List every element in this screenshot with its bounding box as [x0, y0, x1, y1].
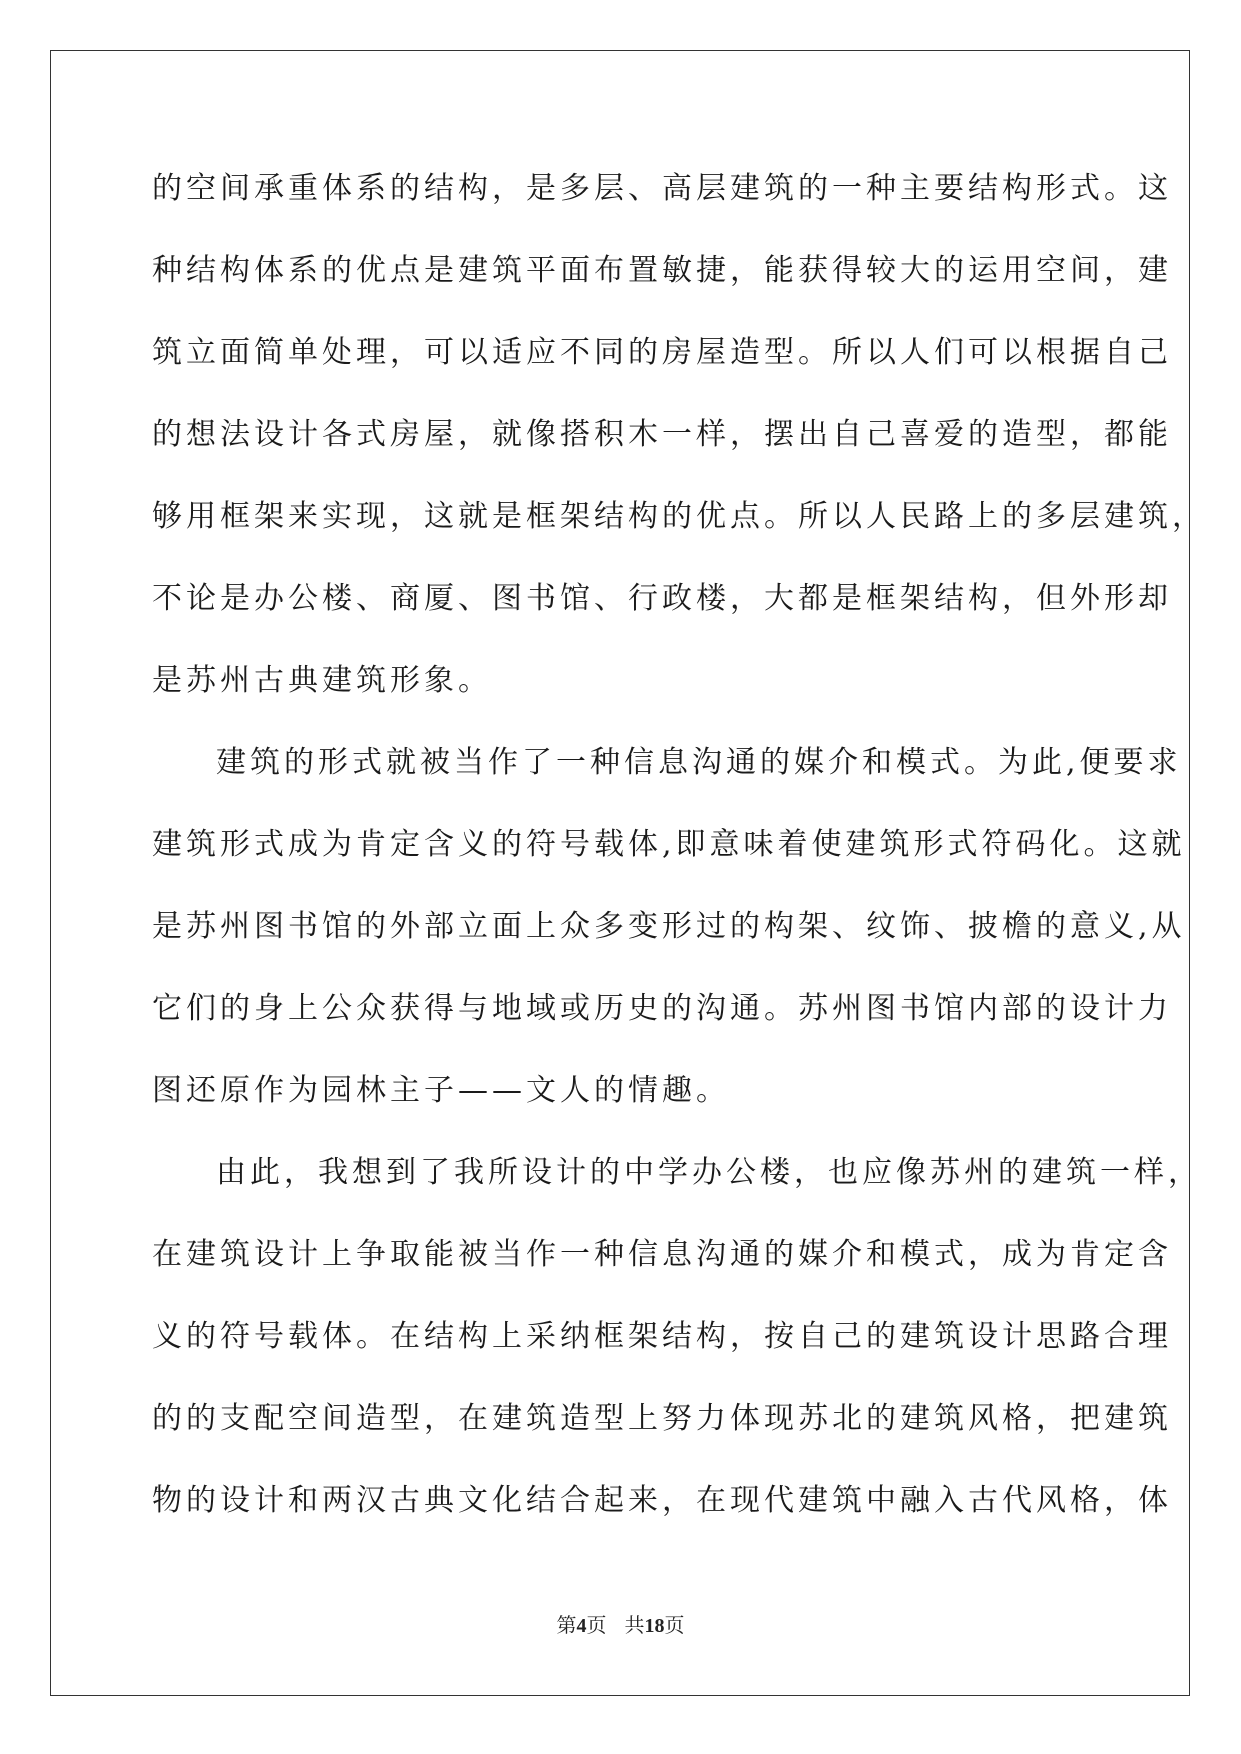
page-suffix: 页: [586, 1615, 607, 1637]
text-line: 是苏州古典建筑形象。: [152, 663, 492, 698]
total-prefix: 共: [624, 1615, 645, 1637]
total-pages: 18: [644, 1615, 665, 1637]
text-line: 建筑形式成为肯定含义的符号载体,即意味着使建筑形式符码化。这就: [152, 827, 1186, 862]
page-footer: [0, 1609, 1241, 1638]
text-line: 种结构体系的优点是建筑平面布置敏捷，能获得较大的运用空间，建: [152, 253, 1172, 288]
text-line: 的空间承重体系的结构，是多层、高层建筑的一种主要结构形式。这: [152, 171, 1172, 206]
text-line: 它们的身上公众获得与地域或历史的沟通。苏州图书馆内部的设计力: [152, 991, 1172, 1026]
text-line: 是苏州图书馆的外部立面上众多变形过的构架、纹饰、披檐的意义,从: [152, 909, 1186, 944]
text-line: 在建筑设计上争取能被当作一种信息沟通的媒介和模式，成为肯定含: [152, 1237, 1172, 1272]
page-prefix: 第: [556, 1615, 577, 1637]
document-body: [152, 160, 1206, 1554]
paragraph-first-line: 建筑的形式就被当作了一种信息沟通的媒介和模式。为此,便要求: [216, 745, 1182, 780]
text-line: 的想法设计各式房屋，就像搭积木一样，摆出自己喜爱的造型，都能: [152, 417, 1172, 452]
text-line: 的的支配空间造型，在建筑造型上努力体现苏北的建筑风格，把建筑: [152, 1401, 1172, 1436]
paragraph-first-line: 由此，我想到了我所设计的中学办公楼，也应像苏州的建筑一样，: [216, 1155, 1202, 1190]
text-line: 够用框架来实现，这就是框架结构的优点。所以人民路上的多层建筑，: [152, 499, 1206, 534]
text-line: 图还原作为园林主子——文人的情趣。: [152, 1073, 730, 1108]
text-line: 义的符号载体。在结构上采纳框架结构，按自己的建筑设计思路合理: [152, 1319, 1172, 1354]
text-line: 物的设计和两汉古典文化结合起来，在现代建筑中融入古代风格，体: [152, 1483, 1172, 1518]
page-number: 4: [576, 1615, 587, 1637]
total-suffix: 页: [664, 1615, 685, 1637]
text-line: 不论是办公楼、商厦、图书馆、行政楼，大都是框架结构，但外形却: [152, 581, 1172, 616]
text-line: 筑立面简单处理，可以适应不同的房屋造型。所以人们可以根据自己: [152, 335, 1172, 370]
